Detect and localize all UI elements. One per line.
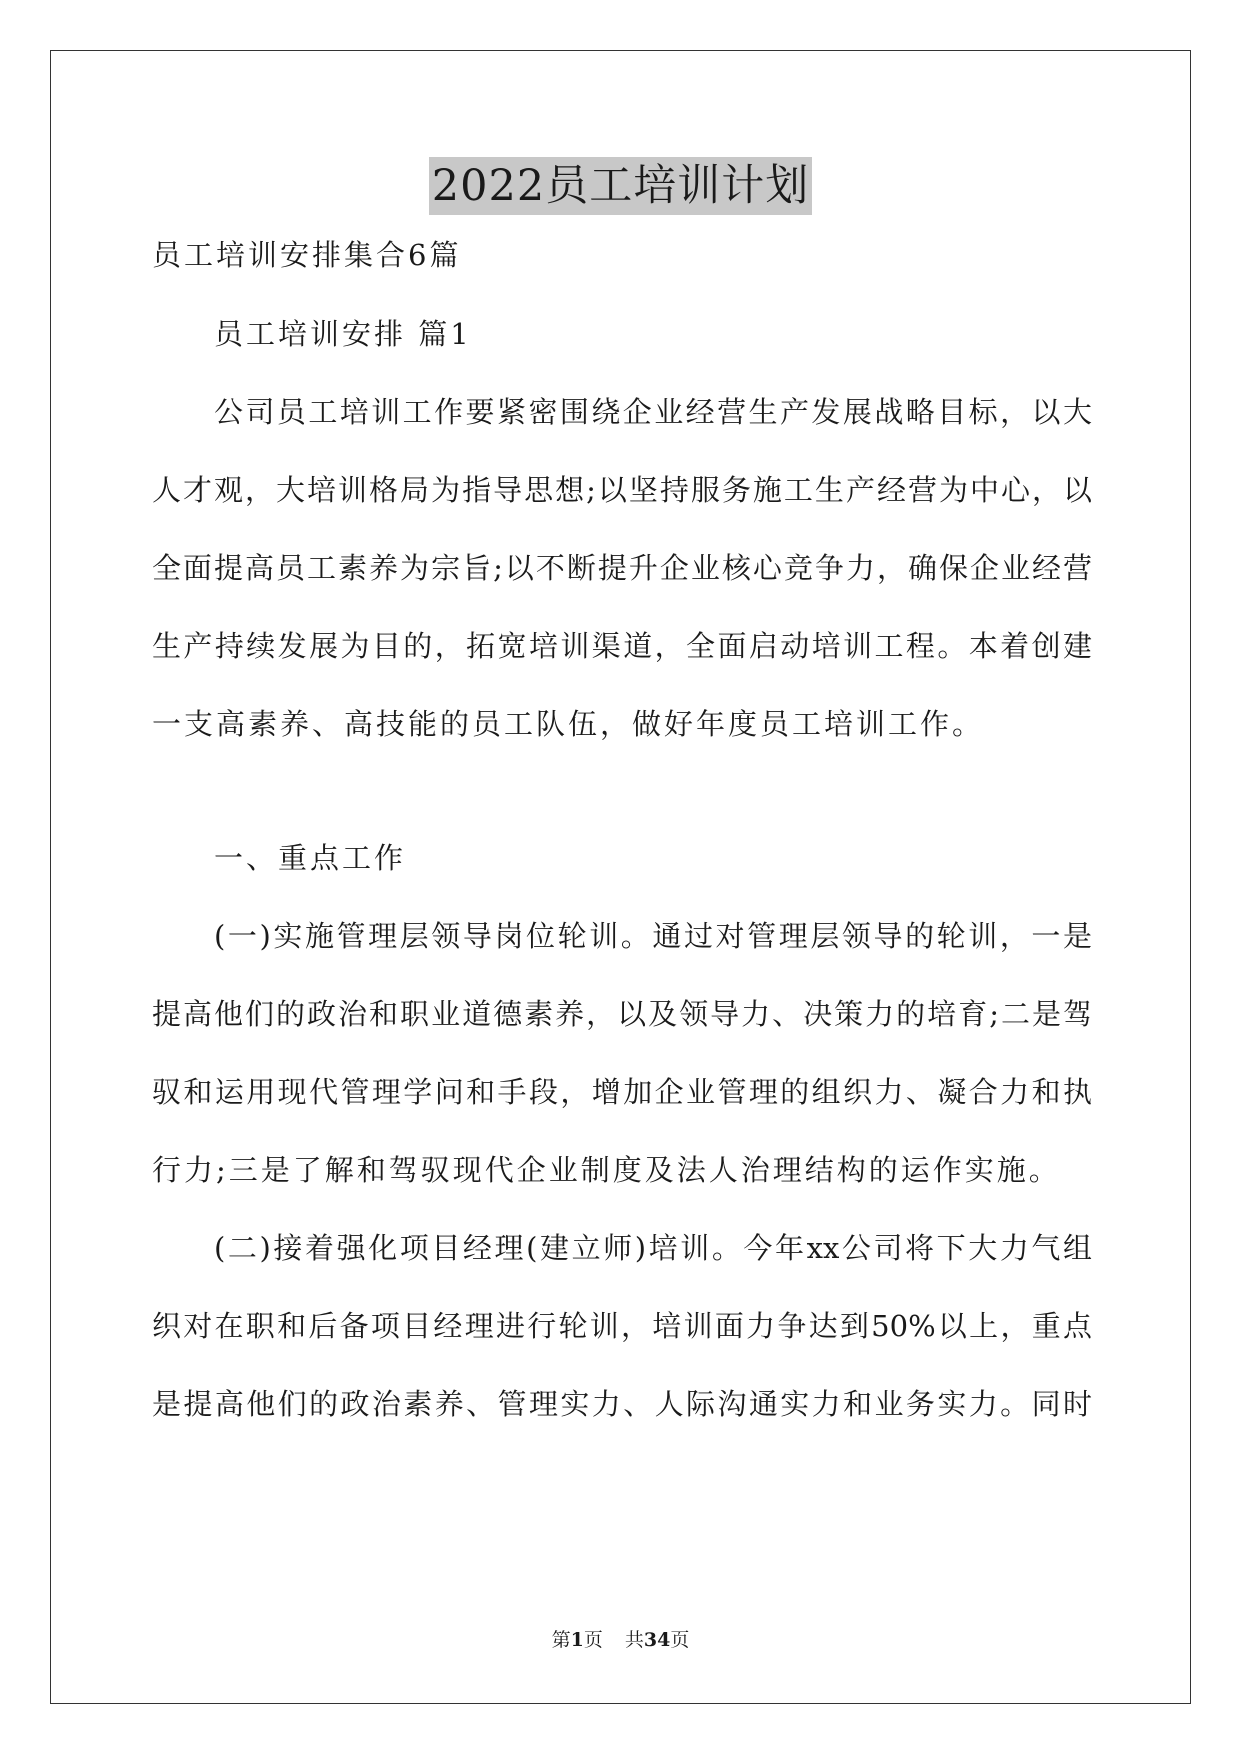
paragraph-line: (一)实施管理层领导岗位轮训。通过对管理层领导的轮训，一是 (214, 919, 1092, 953)
page-unit: 页 (583, 1629, 603, 1651)
section-heading: 员工培训安排 篇1 (214, 317, 472, 351)
paragraph-line: 一支高素养、高技能的员工队伍，做好年度员工培训工作。 (152, 707, 985, 741)
paragraph-line: (二)接着强化项目经理(建立师)培训。今年xx公司将下大力气组 (214, 1231, 1092, 1265)
paragraph-line: 是提高他们的政治素养、管理实力、人际沟通实力和业务实力。同时 (152, 1387, 1092, 1421)
page-footer (0, 1628, 1241, 1652)
paragraph-line: 行力;三是了解和驾驭现代企业制度及法人治理结构的运作实施。 (152, 1153, 1061, 1187)
paragraph-line: 公司员工培训工作要紧密围绕企业经营生产发展战略目标，以大 (214, 395, 1092, 429)
paragraph-line: 全面提高员工素养为宗旨;以不断提升企业核心竞争力，确保企业经营 (152, 551, 1092, 585)
paragraph-line: 驭和运用现代管理学问和手段，增加企业管理的组织力、凝合力和执 (152, 1075, 1092, 1109)
heading-key-work: 一、重点工作 (214, 841, 407, 875)
page-number: 1 (570, 1629, 584, 1651)
total-prefix: 共 (624, 1629, 644, 1651)
document-title (0, 157, 1241, 215)
total-unit: 页 (670, 1629, 690, 1651)
paragraph-line: 提高他们的政治和职业道德素养，以及领导力、决策力的培育;二是驾 (152, 997, 1092, 1031)
total-pages: 34 (643, 1629, 671, 1651)
document-title-text: 2022员工培训计划 (429, 157, 812, 215)
document-subtitle: 员工培训安排集合6篇 (152, 238, 462, 272)
paragraph-line: 生产持续发展为目的，拓宽培训渠道，全面启动培训工程。本着创建 (152, 629, 1092, 663)
paragraph-line: 人才观，大培训格局为指导思想;以坚持服务施工生产经营为中心，以 (152, 473, 1092, 507)
paragraph-line: 织对在职和后备项目经理进行轮训，培训面力争达到50%以上，重点 (152, 1309, 1092, 1343)
page-prefix: 第 (551, 1629, 571, 1651)
